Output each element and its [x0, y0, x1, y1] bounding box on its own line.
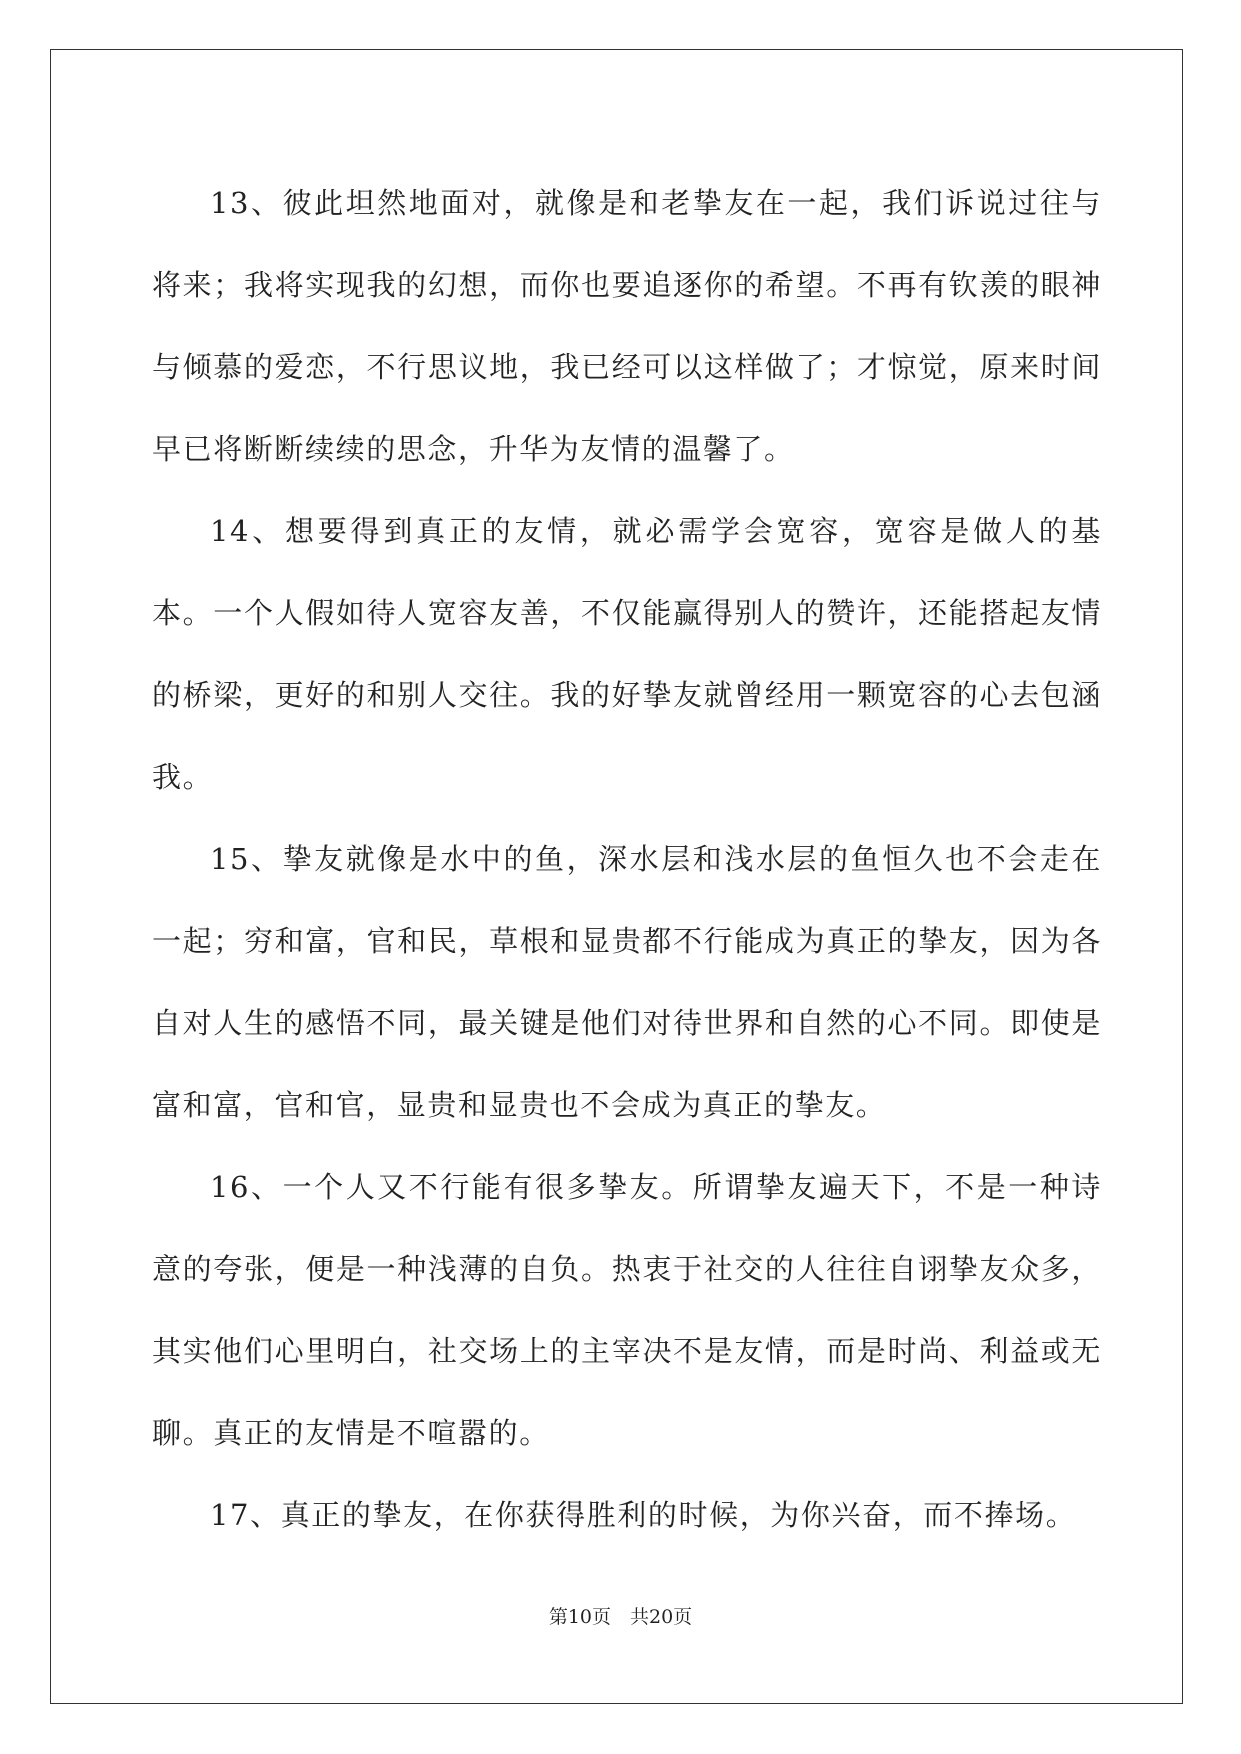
paragraph-16: 16、一个人又不行能有很多挚友。所谓挚友遍天下，不是一种诗意的夸张，便是一种浅薄的自负。热衷于社交的人往往自诩挚友众多，其实他们心里明白，社交场上的主宰决不是友情，而是时尚、利益或无聊。真正的友情是不喧嚣的。: [152, 1170, 1102, 1450]
paragraph-13: 13、彼此坦然地面对，就像是和老挚友在一起，我们诉说过往与将来；我将实现我的幻想，而你也要追逐你的希望。不再有钦羡的眼神与倾慕的爱恋，不行思议地，我已经可以这样做了；才惊觉，原来时间早已将断断续续的思念，升华为友情的温馨了。: [152, 186, 1102, 466]
page-number-footer: 第10页 共20页: [548, 1606, 693, 1628]
paragraph-17: 17、真正的挚友，在你获得胜利的时候，为你兴奋，而不捧场。: [210, 1498, 1077, 1532]
paragraph-15: 15、挚友就像是水中的鱼，深水层和浅水层的鱼恒久也不会走在一起；穷和富，官和民，草根和显贵都不行能成为真正的挚友，因为各自对人生的感悟不同，最关键是他们对待世界和自然的心不同。即使是富和富，官和官，显贵和显贵也不会成为真正的挚友。: [152, 842, 1102, 1122]
document-body: [152, 162, 1102, 1556]
paragraph-14: 14、想要得到真正的友情，就必需学会宽容，宽容是做人的基本。一个人假如待人宽容友善，不仅能赢得别人的赞许，还能搭起友情的桥梁，更好的和别人交往。我的好挚友就曾经用一颗宽容的心去包涵我。: [152, 514, 1102, 794]
